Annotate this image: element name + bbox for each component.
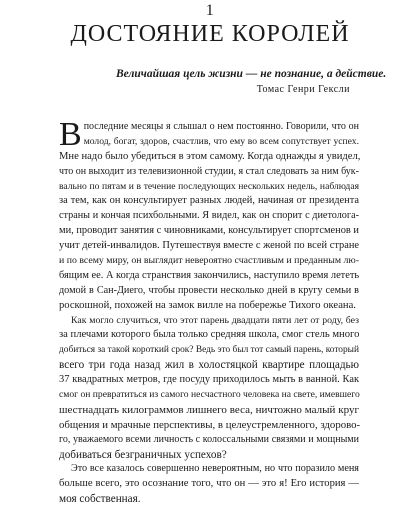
body-line: роскошной, похожей на замок вилле на побережье Тихого океана. bbox=[59, 299, 356, 311]
body-line: молод, богат, здоров, счастлив, что ему во всем сопутствует успех. bbox=[83, 135, 359, 147]
body-line: добиваться безграничных успехов? bbox=[59, 448, 227, 461]
chapter-title: ДОСТОЯНИЕ КОРОЛЕЙ bbox=[70, 21, 350, 47]
chapter-number: 1 bbox=[205, 2, 215, 19]
body-line: учит детей-инвалидов. Путешествуя вместе с женой по всей стране bbox=[59, 240, 359, 252]
body-line: смог он превратиться из самого несчастного человека на свете, имевшего bbox=[59, 389, 360, 401]
body-line: добиться за такой короткий срок? Ведь это был тот самый парень, который bbox=[59, 345, 359, 356]
body-line: больше всего, это осознание того, что он — это я! Его история — bbox=[59, 478, 359, 490]
epigraph-quote: Величайшая цель жизни — не познание, а действие. bbox=[116, 68, 387, 80]
epigraph-author: Томас Генри Гексли bbox=[256, 84, 350, 95]
body-line: шестнадцать килограммов лишнего веса, ничтожно малый круг bbox=[59, 403, 359, 416]
chapter-body bbox=[59, 116, 361, 507]
body-line: ми, проводит занятия с чиновниками, консультирует спортсменов и bbox=[59, 225, 359, 237]
body-line: вально по пятам и в течение последующих нескольких недель, наблюдая bbox=[59, 180, 359, 192]
body-line: го, уважаемого всеми личность с колоссальными связями и мощными bbox=[59, 433, 359, 445]
drop-cap: В bbox=[59, 116, 82, 153]
body-line: всего три года назад жил в холостяцкой квартире площадью bbox=[59, 359, 359, 372]
body-line: бящим ее. А когда странствия закончились, наступило время лететь bbox=[59, 269, 360, 281]
body-line: последние месяцы я слышал о нем постоянно. Говорили, что он bbox=[83, 121, 359, 132]
body-line: домой в Сан-Диего, чтобы провести несколько дней в кругу семьи в bbox=[59, 284, 359, 296]
body-line: Как могло случиться, что этот парень двадцати пяти лет от роду, без bbox=[71, 314, 359, 326]
body-line: Это все казалось совершенно невероятным, но что поразило меня bbox=[71, 463, 359, 475]
body-line: общения и мрачные перспективы, в целеустремленного, здорово- bbox=[59, 418, 361, 431]
body-line: за плечами которого была только средняя школа, смог стель много bbox=[59, 329, 360, 341]
body-line: что он выходит из телевизионной студии, я стал следовать за ним бук- bbox=[59, 165, 359, 177]
body-line: страны и кончая психбольными. Я видел, как он спорит с диетолога- bbox=[59, 210, 359, 222]
body-line: Мне надо было убедиться в этом самому. Когда однажды я увидел, bbox=[59, 150, 361, 162]
body-line: 37 квадратных метров, где посуду приходилось мыть в ванной. Как bbox=[59, 374, 359, 386]
body-line: моя собственная. bbox=[59, 493, 141, 506]
body-line: за тем, как он консультирует разных людей, начиная от президента bbox=[59, 195, 359, 207]
body-line: и по всему миру, он выглядит невероятно счастливым и преданным лю- bbox=[59, 255, 359, 267]
